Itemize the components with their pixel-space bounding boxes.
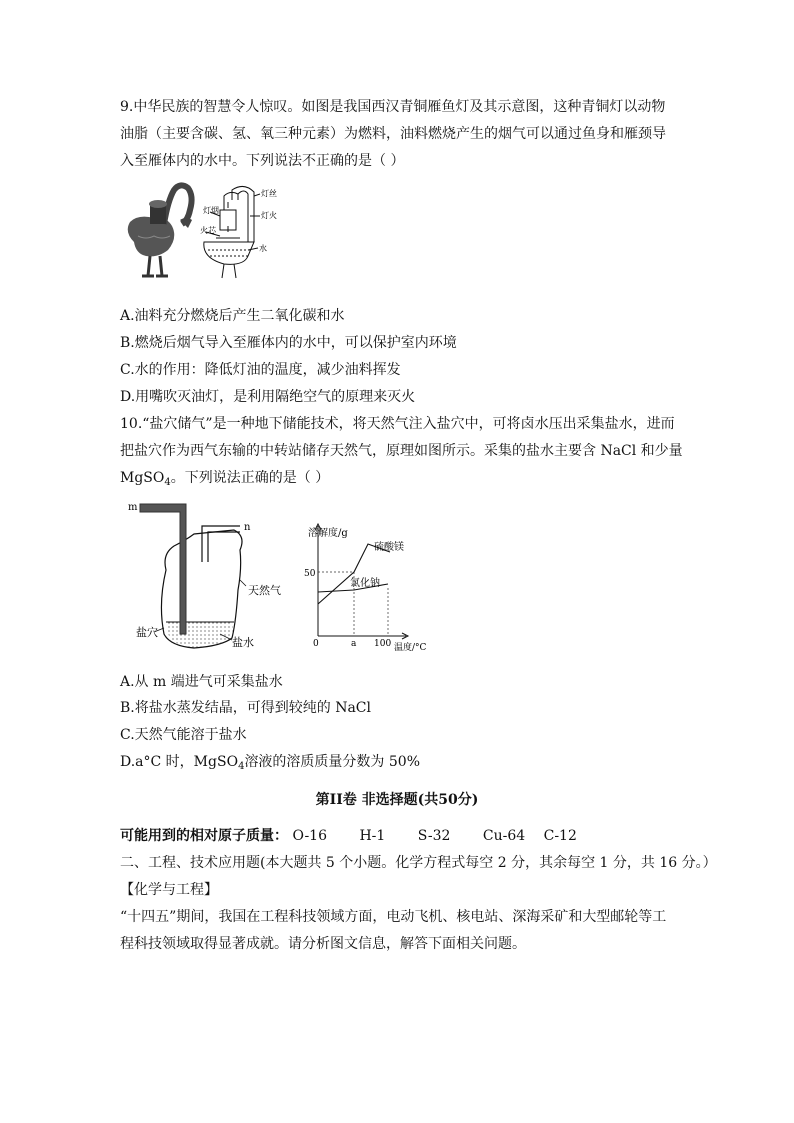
q10-option-a: A.从 m 端进气可采集盐水 [120, 674, 283, 690]
q9-stem-line-3: 入至雁体内的水中。下列说法不正确的是（ ） [120, 153, 405, 169]
tick-100: 100 [374, 639, 392, 649]
q10-option-c: C.天然气能溶于盐水 [120, 727, 247, 743]
pipe-n-label: n [244, 522, 251, 533]
q9-stem-line-1: 9.中华民族的智慧令人惊叹。如图是我国西汉青铜雁鱼灯及其示意图，这种青铜灯以动物 [120, 99, 666, 115]
legend-nacl: 氯化钠 [350, 578, 380, 589]
bronze-lamp-photo [128, 185, 192, 276]
pipe-m [140, 504, 186, 634]
q10-option-d-tail: 溶液的溶质质量分数为 50% [244, 754, 421, 770]
section-heading: 二、工程、技术应用题(本大题共 5 个小题。化学方程式每空 2 分，其余每空 1 分，共 16 分。） [120, 855, 717, 871]
q10-option-d [120, 752, 420, 777]
q10-option-b: B.将盐水蒸发结晶，可得到较纯的 NaCl [120, 700, 371, 716]
q10-stem-line-3 [120, 468, 329, 493]
part2-title: 第II卷 非选择题(共50分) [315, 792, 479, 808]
natural-gas-label: 天然气 [248, 584, 281, 597]
q9-option-c: C.水的作用：降低灯油的温度，减少油料挥发 [120, 362, 401, 378]
solubility-chart [302, 516, 436, 654]
chart-xlabel: 温度/°C [394, 643, 427, 653]
atomic-mass-h: H-1 [359, 828, 386, 844]
atomic-mass-c: C-12 [543, 828, 577, 844]
q10-option-d-subscript: 4 [238, 761, 245, 772]
atomic-mass-s: S-32 [417, 828, 451, 844]
intro-line-1: “十四五”期间，我国在工程科技领域方面，电动飞机、核电站、深海采矿和大型邮轮等工 [120, 909, 667, 925]
lamp-label-water: 水 [259, 244, 267, 253]
lamp-label-flame: 灯火 [261, 211, 277, 220]
atomic-mass-label: 可能用到的相对原子质量： [120, 828, 288, 844]
q10-formula-subscript: 4 [164, 477, 171, 488]
q10-formula-mgso: MgSO [120, 470, 165, 486]
q10-stem-line-1: 10.“盐穴储气”是一种地下储能技术，将天然气注入盐穴中，可将卤水压出采集盐水，进而 [120, 416, 675, 432]
q10-option-d-head: D.a°C 时，MgSO [120, 754, 239, 770]
subsection-heading: 【化学与工程】 [120, 882, 218, 898]
q9-option-b: B.燃烧后烟气导入至雁体内的水中，可以保护室内环境 [120, 335, 457, 351]
tick-a: a [351, 639, 357, 649]
legend-mgso4: 硫酸镁 [374, 542, 404, 553]
lamp-label-smoke: 灯烟 [203, 206, 219, 215]
atomic-mass-o: O-16 [292, 828, 327, 844]
q10-stem-tail: 。下列说法正确的是（ ） [170, 470, 330, 486]
bronze-lamp-figure [120, 180, 320, 280]
tick-50: 50 [304, 569, 316, 579]
chart-ylabel: 溶解度/g [308, 528, 348, 539]
atomic-mass-line [120, 826, 577, 846]
brine-label: 盐水 [232, 636, 254, 649]
pipe-m-label: m [128, 502, 138, 513]
q10-stem-line-2: 把盐穴作为西气东输的中转站储存天然气，原理如图所示。采集的盐水主要含 NaCl 和少量 [120, 443, 683, 459]
pipe-n [202, 526, 240, 562]
salt-cavern-label: 盐穴 [136, 626, 158, 639]
lamp-label-filament: 灯丝 [261, 189, 277, 198]
salt-cavern-diagram [124, 498, 294, 658]
q9-option-d: D.用嘴吹灭油灯，是利用隔绝空气的原理来灭火 [120, 389, 416, 405]
lamp-label-wick-core: 火芯 [200, 226, 216, 235]
intro-line-2: 程科技领域取得显著成就。请分析图文信息，解答下面相关问题。 [120, 936, 526, 952]
q9-option-a: A.油料充分燃烧后产生二氧化碳和水 [120, 308, 345, 324]
atomic-mass-cu: Cu-64 [482, 828, 526, 844]
q9-stem-line-2: 油脂（主要含碳、氢、氧三种元素）为燃料，油料燃烧产生的烟气可以通过鱼身和雁颈导 [120, 126, 666, 142]
tick-0: 0 [313, 639, 319, 649]
